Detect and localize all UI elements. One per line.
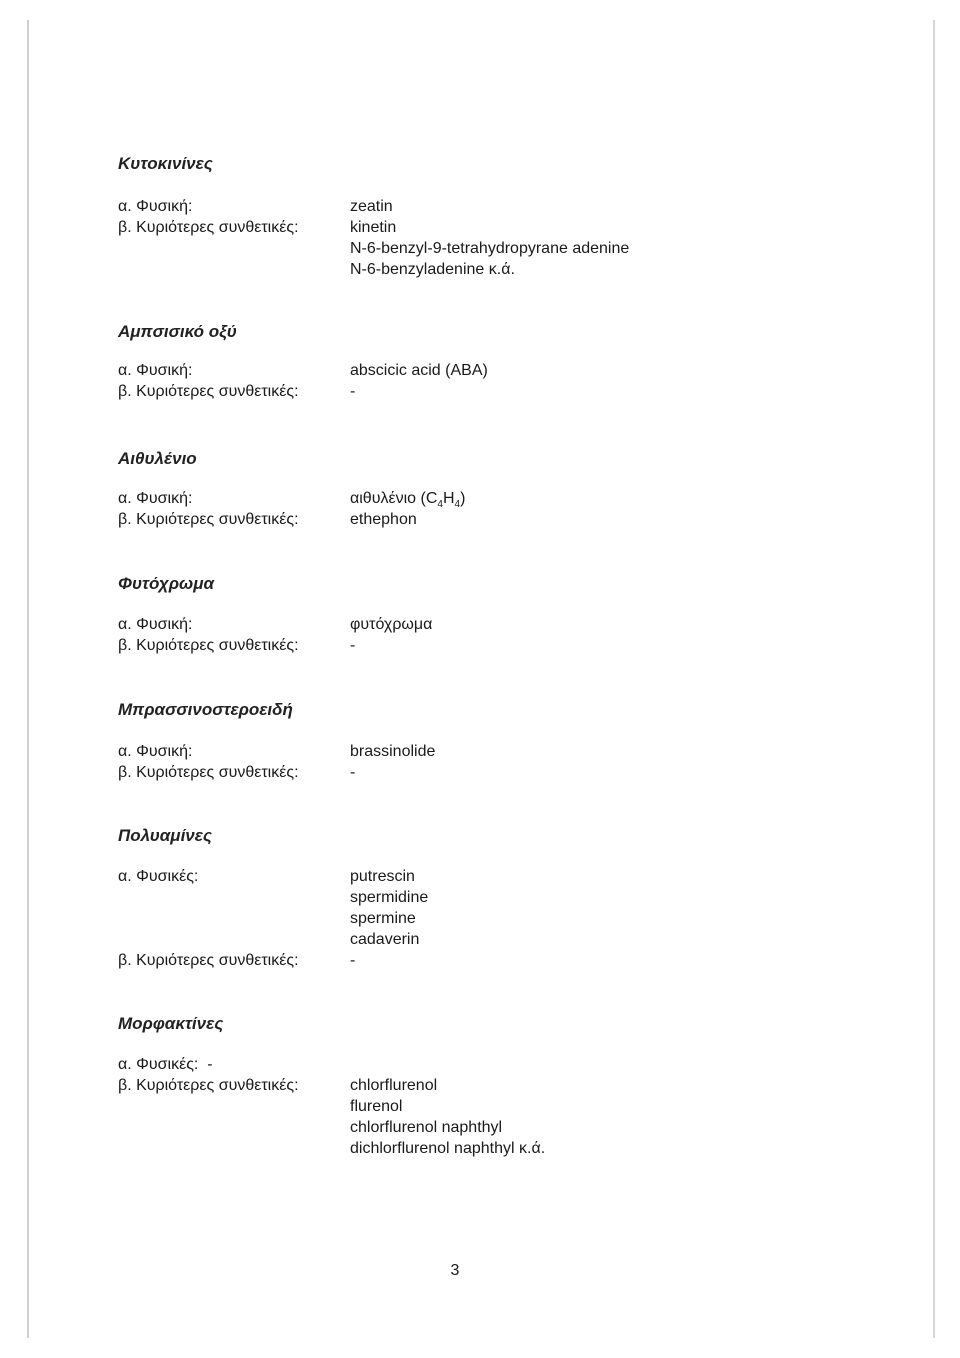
section-brassinosteroids <box>118 700 818 783</box>
scan-edge-left <box>27 20 29 1338</box>
formula-text: ) <box>460 490 466 507</box>
natural-value: φυτόχρωμα <box>350 616 433 633</box>
synthetic-row <box>118 259 818 280</box>
scan-edge-right <box>933 20 935 1338</box>
synthetic-value: kinetin <box>350 219 397 236</box>
natural-value: spermine <box>350 910 416 927</box>
synthetic-row <box>118 509 818 530</box>
section-abscisic-acid <box>118 322 818 402</box>
synthetic-row <box>118 1075 818 1096</box>
natural-label: α. Φυσικές: <box>118 868 199 885</box>
section-title: Φυτόχρωμα <box>118 574 214 593</box>
synthetic-value: chlorflurenol naphthyl <box>350 1119 503 1136</box>
synthetic-value: flurenol <box>350 1098 403 1115</box>
formula-text: H <box>442 490 455 507</box>
formula-subscript: 4 <box>437 499 443 511</box>
synthetic-label: β. Κυριότερες συνθετικές: <box>118 383 299 400</box>
natural-row <box>118 360 818 381</box>
natural-row <box>118 929 818 950</box>
synthetic-row <box>118 762 818 783</box>
section-polyamines <box>118 826 818 971</box>
synthetic-value: - <box>350 764 356 781</box>
natural-label-text: α. Φυσικές: <box>118 1056 199 1073</box>
natural-value: abscicic acid (ABA) <box>350 362 488 379</box>
natural-row <box>118 908 818 929</box>
section-title: Πολυαμίνες <box>118 826 212 845</box>
natural-label: α. Φυσική: <box>118 616 193 633</box>
synthetic-value: N-6-benzyladenine κ.ά. <box>350 261 515 278</box>
section-cytokinins <box>118 154 818 280</box>
synthetic-label: β. Κυριότερες συνθετικές: <box>118 764 299 781</box>
natural-value: zeatin <box>350 198 393 215</box>
page-number: 3 <box>450 1262 460 1279</box>
synthetic-value: dichlorflurenol naphthyl κ.ά. <box>350 1140 546 1157</box>
natural-label: α. Φυσική: <box>118 490 193 507</box>
natural-label <box>118 1054 213 1075</box>
synthetic-row <box>118 950 818 971</box>
natural-label: α. Φυσική: <box>118 198 193 215</box>
section-title: Μορφακτίνες <box>118 1014 224 1033</box>
synthetic-value: - <box>350 383 356 400</box>
synthetic-row <box>118 1117 818 1138</box>
natural-row <box>118 196 818 217</box>
natural-row <box>118 488 818 509</box>
natural-label: α. Φυσική: <box>118 362 193 379</box>
synthetic-label: β. Κυριότερες συνθετικές: <box>118 952 299 969</box>
natural-row <box>118 614 818 635</box>
synthetic-value: N-6-benzyl-9-tetrahydropyrane adenine <box>350 240 630 257</box>
synthetic-value: ethephon <box>350 511 417 528</box>
synthetic-value: - <box>350 637 356 654</box>
formula-text: αιθυλένιο (C <box>350 490 438 507</box>
synthetic-row <box>118 1096 818 1117</box>
natural-value: cadaverin <box>350 931 420 948</box>
section-phytochrome <box>118 574 818 656</box>
natural-row <box>118 1054 818 1075</box>
natural-row <box>118 887 818 908</box>
formula-subscript: 4 <box>454 499 461 511</box>
synthetic-label: β. Κυριότερες συνθετικές: <box>118 637 299 654</box>
section-morphactins <box>118 1014 818 1159</box>
section-title: Αμπσισικό οξύ <box>118 322 237 341</box>
section-ethylene <box>118 449 818 530</box>
natural-label: α. Φυσική: <box>118 743 193 760</box>
natural-value: - <box>207 1056 213 1073</box>
synthetic-row <box>118 635 818 656</box>
synthetic-row <box>118 1138 818 1159</box>
natural-value: brassinolide <box>350 743 436 760</box>
natural-value: putrescin <box>350 868 415 885</box>
section-title: Αιθυλένιο <box>118 449 197 468</box>
synthetic-label: β. Κυριότερες συνθετικές: <box>118 1077 299 1094</box>
section-title: Κυτοκινίνες <box>118 154 213 173</box>
natural-row <box>118 741 818 762</box>
synthetic-value: chlorflurenol <box>350 1077 438 1094</box>
synthetic-value: - <box>350 952 356 969</box>
natural-value: spermidine <box>350 889 429 906</box>
natural-row <box>118 866 818 887</box>
synthetic-label: β. Κυριότερες συνθετικές: <box>118 219 299 236</box>
synthetic-row <box>118 238 818 259</box>
synthetic-row <box>118 381 818 402</box>
synthetic-label: β. Κυριότερες συνθετικές: <box>118 511 299 528</box>
section-title: Μπρασσινοστεροειδή <box>118 700 293 719</box>
synthetic-row <box>118 217 818 238</box>
